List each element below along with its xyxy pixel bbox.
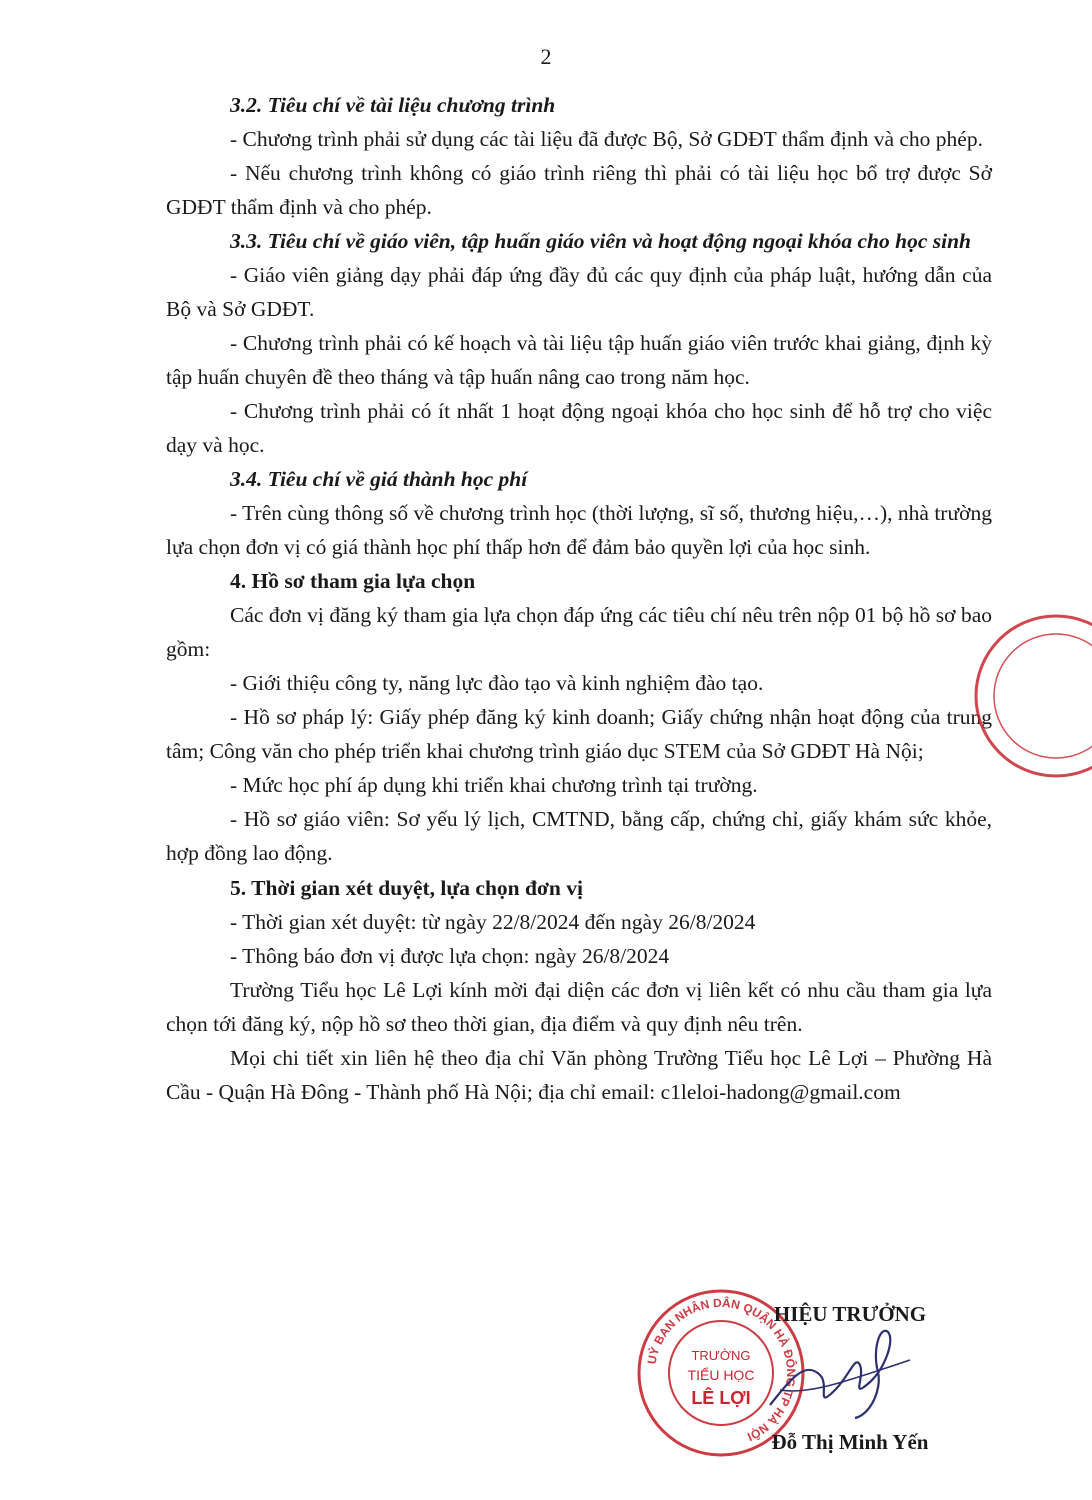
paragraph: - Trên cùng thông số về chương trình học (thời lượng, sĩ số, thương hiệu,…), nhà trường lựa chọn đơn vị có giá thành học phí thấp hơn để đảm bảo quyền lợi của học sinh. (166, 501, 992, 559)
paragraph: - Giáo viên giảng dạy phải đáp ứng đầy đủ các quy định của pháp luật, hướng dẫn của Bộ và Sở GDĐT. (166, 263, 992, 321)
stamp-line-2: TIỂU HỌC (687, 1367, 755, 1383)
list-item: - Hồ sơ pháp lý: Giấy phép đăng ký kinh doanh; Giấy chứng nhận hoạt động của trung tâm; Công văn cho phép triển khai chương trình giáo dục STEM của Sở GDĐT Hà Nội; (166, 705, 992, 763)
contact-paragraph: Mọi chi tiết xin liên hệ theo địa chỉ Văn phòng Trường Tiểu học Lê Lợi – Phường Hà Cầu - Quận Hà Đông - Thành phố Hà Nội; địa chỉ email: c1leloi-hadong@gmail.com (166, 1046, 992, 1104)
list-item: - Thông báo đơn vị được lựa chọn: ngày 26/8/2024 (230, 944, 670, 968)
paragraph: - Chương trình phải có kế hoạch và tài liệu tập huấn giáo viên trước khai giảng, định kỳ tập huấn chuyên đề theo tháng và tập huấn nâng cao trong năm học. (166, 331, 992, 389)
stamp-line-1: TRƯỜNG (691, 1348, 751, 1363)
signature-title: HIỆU TRƯỞNG (773, 1302, 927, 1326)
list-item: - Giới thiệu công ty, năng lực đào tạo và kinh nghiệm đào tạo. (230, 671, 764, 695)
paragraph: Trường Tiểu học Lê Lợi kính mời đại diện các đơn vị liên kết có nhu cầu tham gia lựa chọn tới đăng ký, nộp hồ sơ theo thời gian, địa điểm và quy định nêu trên. (166, 978, 992, 1036)
document-body (166, 88, 992, 1109)
handwritten-signature (760, 1320, 920, 1430)
margin-stamp (968, 612, 1092, 782)
list-item: - Thời gian xét duyệt: từ ngày 22/8/2024 đến ngày 26/8/2024 (230, 910, 756, 934)
stamp-line-3: LÊ LỢI (691, 1388, 751, 1408)
heading-4: 4. Hồ sơ tham gia lựa chọn (230, 569, 476, 593)
heading-3-3: 3.3. Tiêu chí về giáo viên, tập huấn giáo viên và hoạt động ngoại khóa cho học sinh (230, 229, 972, 253)
paragraph: - Chương trình phải có ít nhất 1 hoạt động ngoại khóa cho học sinh để hỗ trợ cho việc dạy và học. (166, 399, 992, 457)
signature-name: Đỗ Thị Minh Yến (771, 1430, 929, 1454)
paragraph: Các đơn vị đăng ký tham gia lựa chọn đáp ứng các tiêu chí nêu trên nộp 01 bộ hồ sơ bao gồm: (166, 603, 992, 661)
stamp-ring-text: UỶ BAN NHÂN DÂN QUẬN HÀ ĐÔNG TP HÀ NỘI (644, 1295, 799, 1444)
heading-5: 5. Thời gian xét duyệt, lựa chọn đơn vị (230, 876, 583, 900)
paragraph: - Nếu chương trình không có giáo trình riêng thì phải có tài liệu học bổ trợ được Sở GDĐT thẩm định và cho phép. (166, 161, 992, 219)
page-number: 2 (540, 44, 552, 69)
heading-3-4: 3.4. Tiêu chí về giá thành học phí (230, 467, 528, 491)
heading-3-2: 3.2. Tiêu chí về tài liệu chương trình (230, 93, 556, 117)
paragraph: - Chương trình phải sử dụng các tài liệu đã được Bộ, Sở GDĐT thẩm định và cho phép. (230, 127, 983, 151)
list-item: - Hồ sơ giáo viên: Sơ yếu lý lịch, CMTND, bằng cấp, chứng chỉ, giấy khám sức khỏe, hợp đồng lao động. (166, 807, 992, 865)
list-item: - Mức học phí áp dụng khi triển khai chương trình tại trường. (230, 773, 758, 797)
